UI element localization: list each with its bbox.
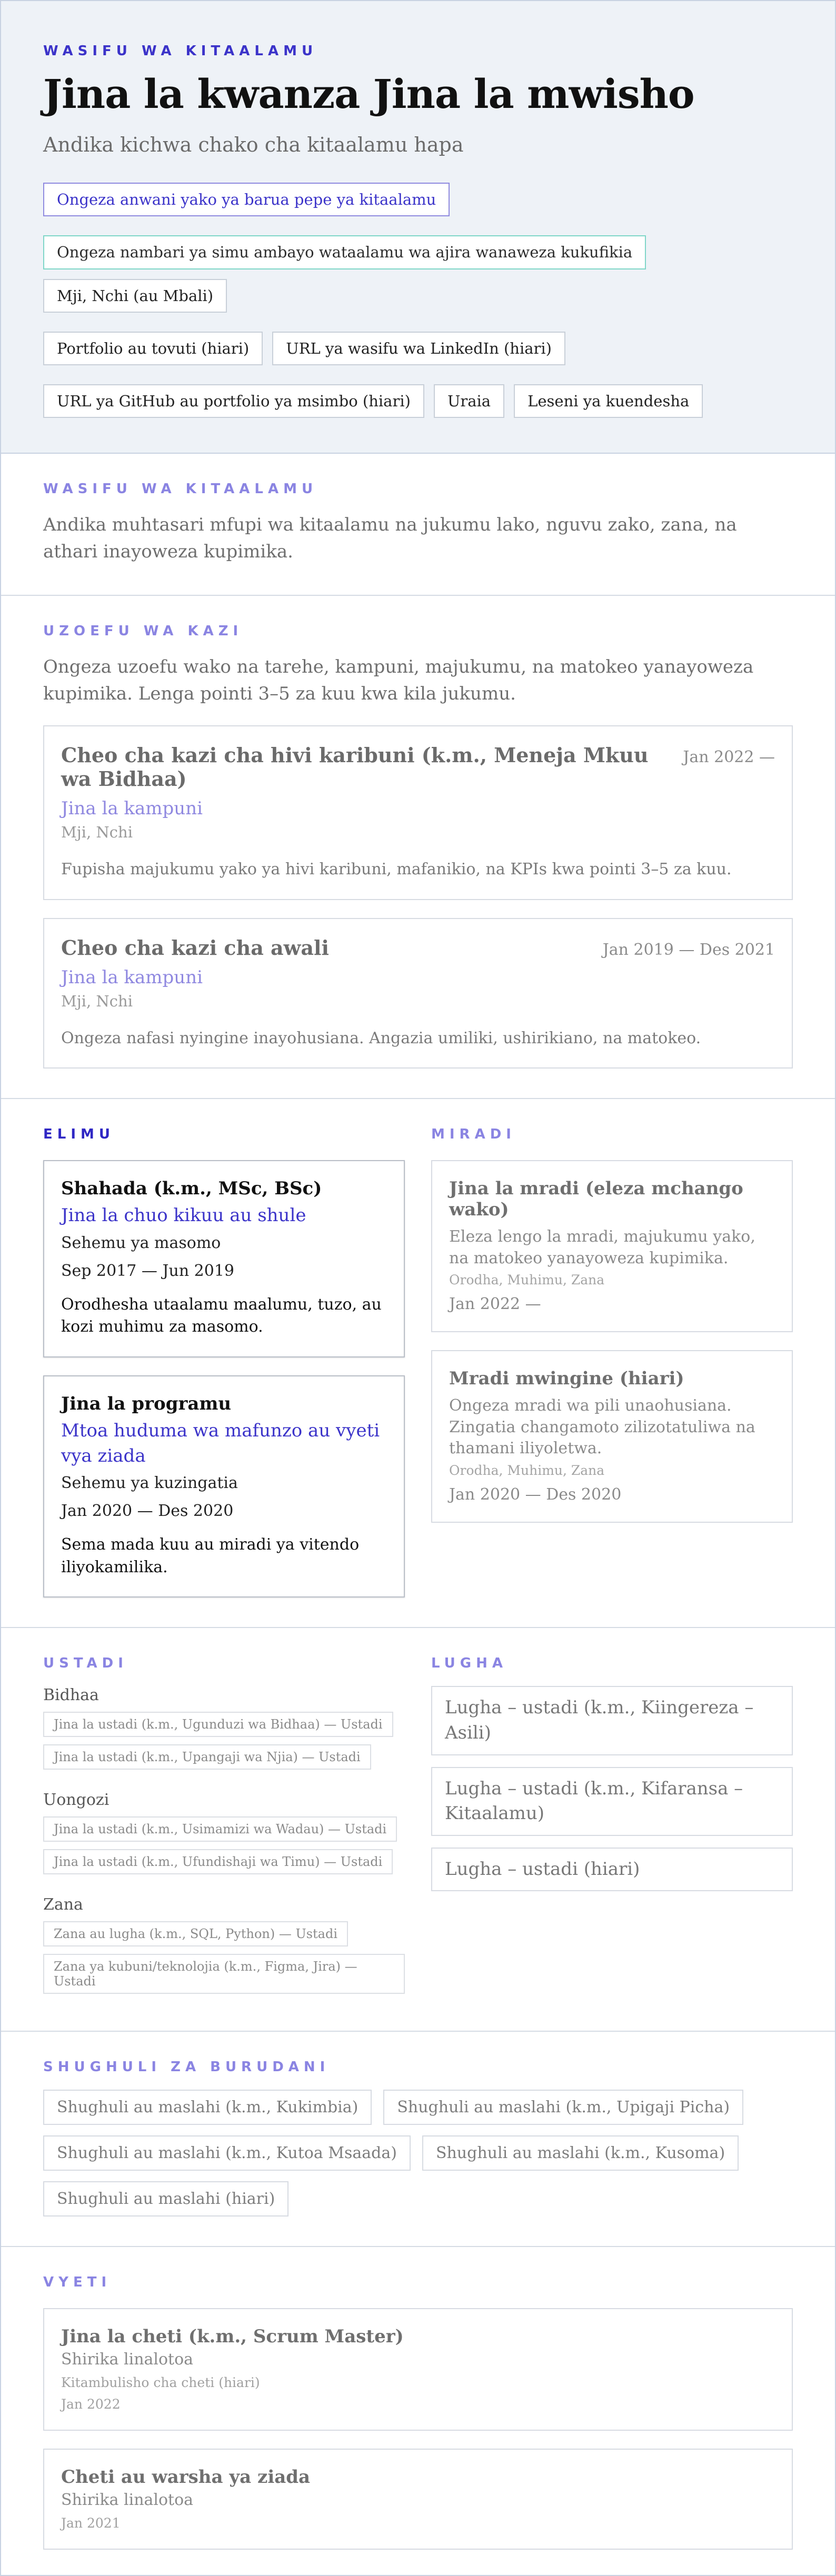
project-description: Eleza lengo la mradi, majukumu yako, na matokeo yanayoweza kupimika. bbox=[449, 1227, 755, 1267]
job-card bbox=[43, 725, 793, 900]
citizenship-chip: Uraia bbox=[434, 384, 504, 418]
contact-list bbox=[43, 183, 793, 418]
certificate-title: Cheti au warsha ya ziada bbox=[61, 2467, 311, 2488]
education-column bbox=[43, 1126, 405, 1597]
job-description: Ongeza nafasi nyingine inayohusiana. Angazia umiliki, ushirikiano, na matokeo. bbox=[61, 1029, 701, 1047]
project-tags: Orodha, Muhimu, Zana bbox=[449, 1462, 605, 1478]
job-dates: Jan 2022 — bbox=[683, 748, 775, 767]
license-chip: Leseni ya kuendesha bbox=[514, 384, 703, 418]
job-location: Mji, Nchi bbox=[61, 823, 133, 842]
project-card bbox=[431, 1350, 793, 1523]
hobby-item: Shughuli au maslahi (k.m., Upigaji Picha) bbox=[383, 2090, 743, 2125]
certificate-org: Shirika linalotoa bbox=[61, 2350, 194, 2369]
education-projects-section bbox=[1, 1099, 835, 1628]
email-chip: Ongeza anwani yako ya barua pepe ya kitaalamu bbox=[43, 183, 450, 216]
summary-text: Andika muhtasari mfupi wa kitaalamu na jukumu lako, nguvu zako, zana, na athari inayoweza kupimika. bbox=[43, 514, 737, 563]
education-title: Jina la programu bbox=[61, 1393, 232, 1415]
certificates-heading: VYETI bbox=[43, 2274, 112, 2291]
skills-languages-section bbox=[1, 1628, 835, 2032]
resume-header bbox=[1, 1, 835, 454]
experience-intro: Ongeza uzoefu wako na tarehe, kampuni, majukumu, na matokeo yanayoweza kupimika. Lenga pointi 3–5 za kuu kwa kila jukumu. bbox=[43, 656, 754, 705]
education-card bbox=[43, 1160, 405, 1357]
skill-pill: Jina la ustadi (k.m., Upangaji wa Njia) — Ustadi bbox=[43, 1744, 371, 1770]
certificate-card bbox=[43, 2308, 793, 2431]
projects-column bbox=[431, 1126, 793, 1597]
summary-section bbox=[1, 454, 835, 596]
project-dates: Jan 2020 — Des 2020 bbox=[449, 1485, 622, 1504]
language-item: Lugha – ustadi (k.m., Kiingereza – Asili) bbox=[431, 1686, 793, 1755]
hobby-list bbox=[43, 2090, 793, 2216]
hobby-item: Shughuli au maslahi (k.m., Kusoma) bbox=[422, 2135, 739, 2171]
certificate-id: Kitambulisho cha cheti (hiari) bbox=[61, 2375, 260, 2391]
job-location: Mji, Nchi bbox=[61, 992, 133, 1010]
skill-group-label: Bidhaa bbox=[43, 1686, 99, 1705]
skill-pill: Zana ya kubuni/teknolojia (k.m., Figma, Jira) — Ustadi bbox=[43, 1954, 405, 1994]
portfolio-chip: Portfolio au tovuti (hiari) bbox=[43, 332, 263, 365]
hobby-item: Shughuli au maslahi (k.m., Kutoa Msaada) bbox=[43, 2135, 411, 2171]
job-company: Jina la kampuni bbox=[61, 798, 203, 820]
github-chip: URL ya GitHub au portfolio ya msimbo (hiari) bbox=[43, 384, 424, 418]
education-school: Mtoa huduma wa mafunzo au vyeti vya ziada bbox=[61, 1420, 380, 1466]
languages-column bbox=[431, 1655, 793, 2001]
education-dates: Jan 2020 — Des 2020 bbox=[61, 1502, 234, 1521]
language-item: Lugha – ustadi (hiari) bbox=[431, 1848, 793, 1892]
hobbies-section bbox=[1, 2032, 835, 2247]
education-description: Orodhesha utaalamu maalumu, tuzo, au kozi muhimu za masomo. bbox=[61, 1295, 382, 1336]
education-card bbox=[43, 1375, 405, 1597]
certificate-card bbox=[43, 2449, 793, 2550]
location-chip: Mji, Nchi (au Mbali) bbox=[43, 279, 227, 313]
skills-column bbox=[43, 1655, 405, 2001]
project-title: Jina la mradi (eleza mchango wako) bbox=[449, 1178, 743, 1221]
education-dates: Sep 2017 — Jun 2019 bbox=[61, 1261, 235, 1280]
summary-heading: WASIFU WA KITAALAMU bbox=[43, 481, 318, 497]
education-heading: ELIMU bbox=[43, 1126, 115, 1143]
phone-chip: Ongeza nambari ya simu ambayo wataalamu wa ajira wanaweza kukufikia bbox=[43, 235, 646, 269]
project-description: Ongeza mradi wa pili unaohusiana. Zingatia changamoto zilizotatuliwa na thamani iliyoletwa. bbox=[449, 1396, 755, 1458]
skill-group-label: Uongozi bbox=[43, 1791, 110, 1810]
project-card bbox=[431, 1160, 793, 1332]
skill-group-label: Zana bbox=[43, 1895, 83, 1914]
certificate-date: Jan 2022 bbox=[61, 2397, 121, 2412]
education-field: Sehemu ya kuzingatia bbox=[61, 1474, 238, 1493]
projects-heading: MIRADI bbox=[431, 1126, 516, 1143]
education-description: Sema mada kuu au miradi ya vitendo iliyokamilika. bbox=[61, 1535, 360, 1576]
education-school: Jina la chuo kikuu au shule bbox=[61, 1205, 306, 1226]
education-title: Shahada (k.m., MSc, BSc) bbox=[61, 1178, 322, 1200]
header-eyebrow: WASIFU WA KITAALAMU bbox=[43, 43, 318, 59]
job-title: Cheo cha kazi cha awali bbox=[61, 935, 329, 960]
job-dates: Jan 2019 — Des 2021 bbox=[602, 940, 775, 959]
languages-heading: LUGHA bbox=[431, 1655, 507, 1672]
certificate-title: Jina la cheti (k.m., Scrum Master) bbox=[61, 2326, 404, 2348]
skill-pill: Jina la ustadi (k.m., Usimamizi wa Wadau) — Ustadi bbox=[43, 1816, 397, 1842]
hobby-item: Shughuli au maslahi (hiari) bbox=[43, 2181, 288, 2216]
experience-heading: UZOEFU WA KAZI bbox=[43, 623, 243, 640]
skill-pill: Zana au lugha (k.m., SQL, Python) — Ustadi bbox=[43, 1921, 348, 1946]
job-title: Cheo cha kazi cha hivi karibuni (k.m., Meneja Mkuu wa Bidhaa) bbox=[61, 743, 649, 791]
project-dates: Jan 2022 — bbox=[449, 1295, 541, 1314]
skill-pill: Jina la ustadi (k.m., Ufundishaji wa Timu) — Ustadi bbox=[43, 1849, 393, 1874]
certificates-section bbox=[1, 2247, 835, 2575]
project-title: Mradi mwingine (hiari) bbox=[449, 1368, 684, 1390]
job-card bbox=[43, 918, 793, 1069]
language-item: Lugha – ustadi (k.m., Kifaransa – Kitaalamu) bbox=[431, 1767, 793, 1836]
job-description: Fupisha majukumu yako ya hivi karibuni, mafanikio, na KPIs kwa pointi 3–5 za kuu. bbox=[61, 860, 732, 879]
education-field: Sehemu ya masomo bbox=[61, 1233, 221, 1252]
experience-section bbox=[1, 596, 835, 1099]
hobbies-heading: SHUGHULI ZA BURUDANI bbox=[43, 2059, 330, 2075]
job-company: Jina la kampuni bbox=[61, 966, 203, 988]
skills-heading: USTADI bbox=[43, 1655, 128, 1672]
certificate-org: Shirika linalotoa bbox=[61, 2491, 194, 2510]
professional-headline: Andika kichwa chako cha kitaalamu hapa bbox=[43, 133, 464, 156]
project-tags: Orodha, Muhimu, Zana bbox=[449, 1272, 605, 1288]
skill-pill: Jina la ustadi (k.m., Ugunduzi wa Bidhaa) — Ustadi bbox=[43, 1712, 393, 1737]
certificate-date: Jan 2021 bbox=[61, 2515, 121, 2531]
full-name: Jina la kwanza Jina la mwisho bbox=[43, 71, 694, 117]
linkedin-chip: URL ya wasifu wa LinkedIn (hiari) bbox=[272, 332, 565, 365]
hobby-item: Shughuli au maslahi (k.m., Kukimbia) bbox=[43, 2090, 372, 2125]
